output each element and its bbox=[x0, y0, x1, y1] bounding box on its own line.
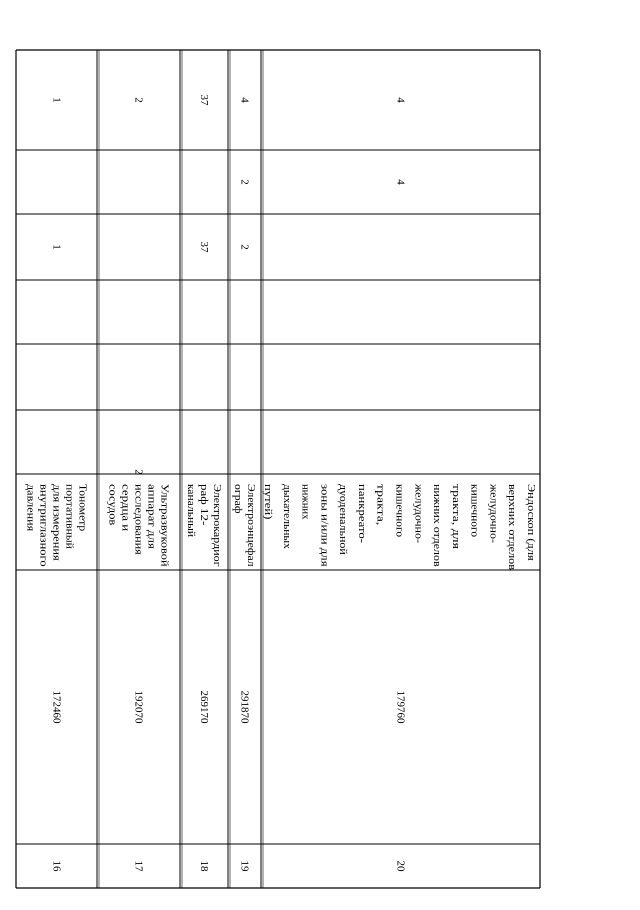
cell-number: 18 bbox=[198, 860, 210, 872]
cell-number: 16 bbox=[50, 860, 63, 872]
cell-total: 37 bbox=[198, 94, 210, 106]
table-grid bbox=[16, 50, 540, 888]
equipment-name-line: тракта, bbox=[374, 484, 387, 518]
cell-code: 291870 bbox=[238, 690, 251, 724]
equipment-name-line: портативный bbox=[63, 484, 76, 546]
equipment-name-line: Электроэнцефал bbox=[245, 484, 257, 562]
equipment-name-line: дуоденальной bbox=[337, 484, 350, 550]
equipment-name-line: путей) bbox=[262, 484, 274, 515]
cell-total: 2 bbox=[132, 97, 145, 103]
equipment-name-line: кишечного bbox=[468, 484, 481, 535]
equipment-name-line: дыхательных bbox=[280, 484, 293, 546]
equipment-name-line: Электрокардиог bbox=[211, 484, 223, 560]
equipment-name-line: раф 12- bbox=[198, 484, 210, 519]
equipment-name-line: исследования bbox=[132, 484, 145, 548]
equipment-name-line: сердца и bbox=[119, 484, 132, 525]
equipment-name-line: нижних отделов bbox=[431, 484, 444, 561]
cell-total: 4 bbox=[238, 97, 251, 103]
cell-code: 172460 bbox=[50, 690, 63, 724]
cell-c4: 1 bbox=[50, 244, 63, 250]
equipment-name-line: ограф bbox=[232, 484, 244, 512]
equipment-name-line: кишечного bbox=[393, 484, 406, 535]
equipment-name-line: желудочно- bbox=[487, 484, 500, 539]
equipment-name-line: тракта, для bbox=[449, 484, 462, 536]
equipment-name-line: желудочно- bbox=[412, 484, 425, 539]
cell-number: 19 bbox=[238, 860, 251, 872]
equipment-name-line: Эндоскоп (для bbox=[525, 484, 537, 553]
equipment-name-line: Тонометр bbox=[76, 484, 89, 529]
equipment-name-line: давления bbox=[24, 484, 37, 527]
cell-c5: 2 bbox=[238, 179, 251, 185]
cell-number: 20 bbox=[394, 860, 407, 872]
cell-c4: 37 bbox=[198, 241, 210, 253]
equipment-name-line: нижних bbox=[299, 484, 312, 521]
equipment-name-line: сосудов bbox=[106, 484, 119, 521]
cell-c5: 4 bbox=[394, 179, 407, 185]
cell-c4: 2 bbox=[238, 244, 251, 250]
cell-total: 1 bbox=[50, 97, 63, 103]
table-cells bbox=[25, 95, 538, 873]
equipment-name-line: для измерения bbox=[50, 484, 63, 553]
cell-number: 17 bbox=[132, 860, 145, 872]
cell-code: 269170 bbox=[198, 690, 210, 724]
cell-total: 4 bbox=[394, 97, 407, 103]
cell-code: 192070 bbox=[132, 690, 145, 724]
equipment-name-line: внутриглазного bbox=[37, 484, 50, 557]
equipment-name-line: зоны и/или для bbox=[318, 484, 331, 555]
equipment-name-line: панкреато- bbox=[355, 484, 368, 535]
equipment-name-line: Ультразвуковой bbox=[158, 484, 171, 558]
cell-code: 179760 bbox=[394, 690, 407, 724]
cell-c1: 2 bbox=[132, 469, 145, 475]
equipment-name-line: аппарат для bbox=[145, 484, 158, 540]
equipment-name-line: верхних отделов bbox=[506, 484, 519, 562]
equipment-name-line: канальный bbox=[185, 484, 197, 535]
